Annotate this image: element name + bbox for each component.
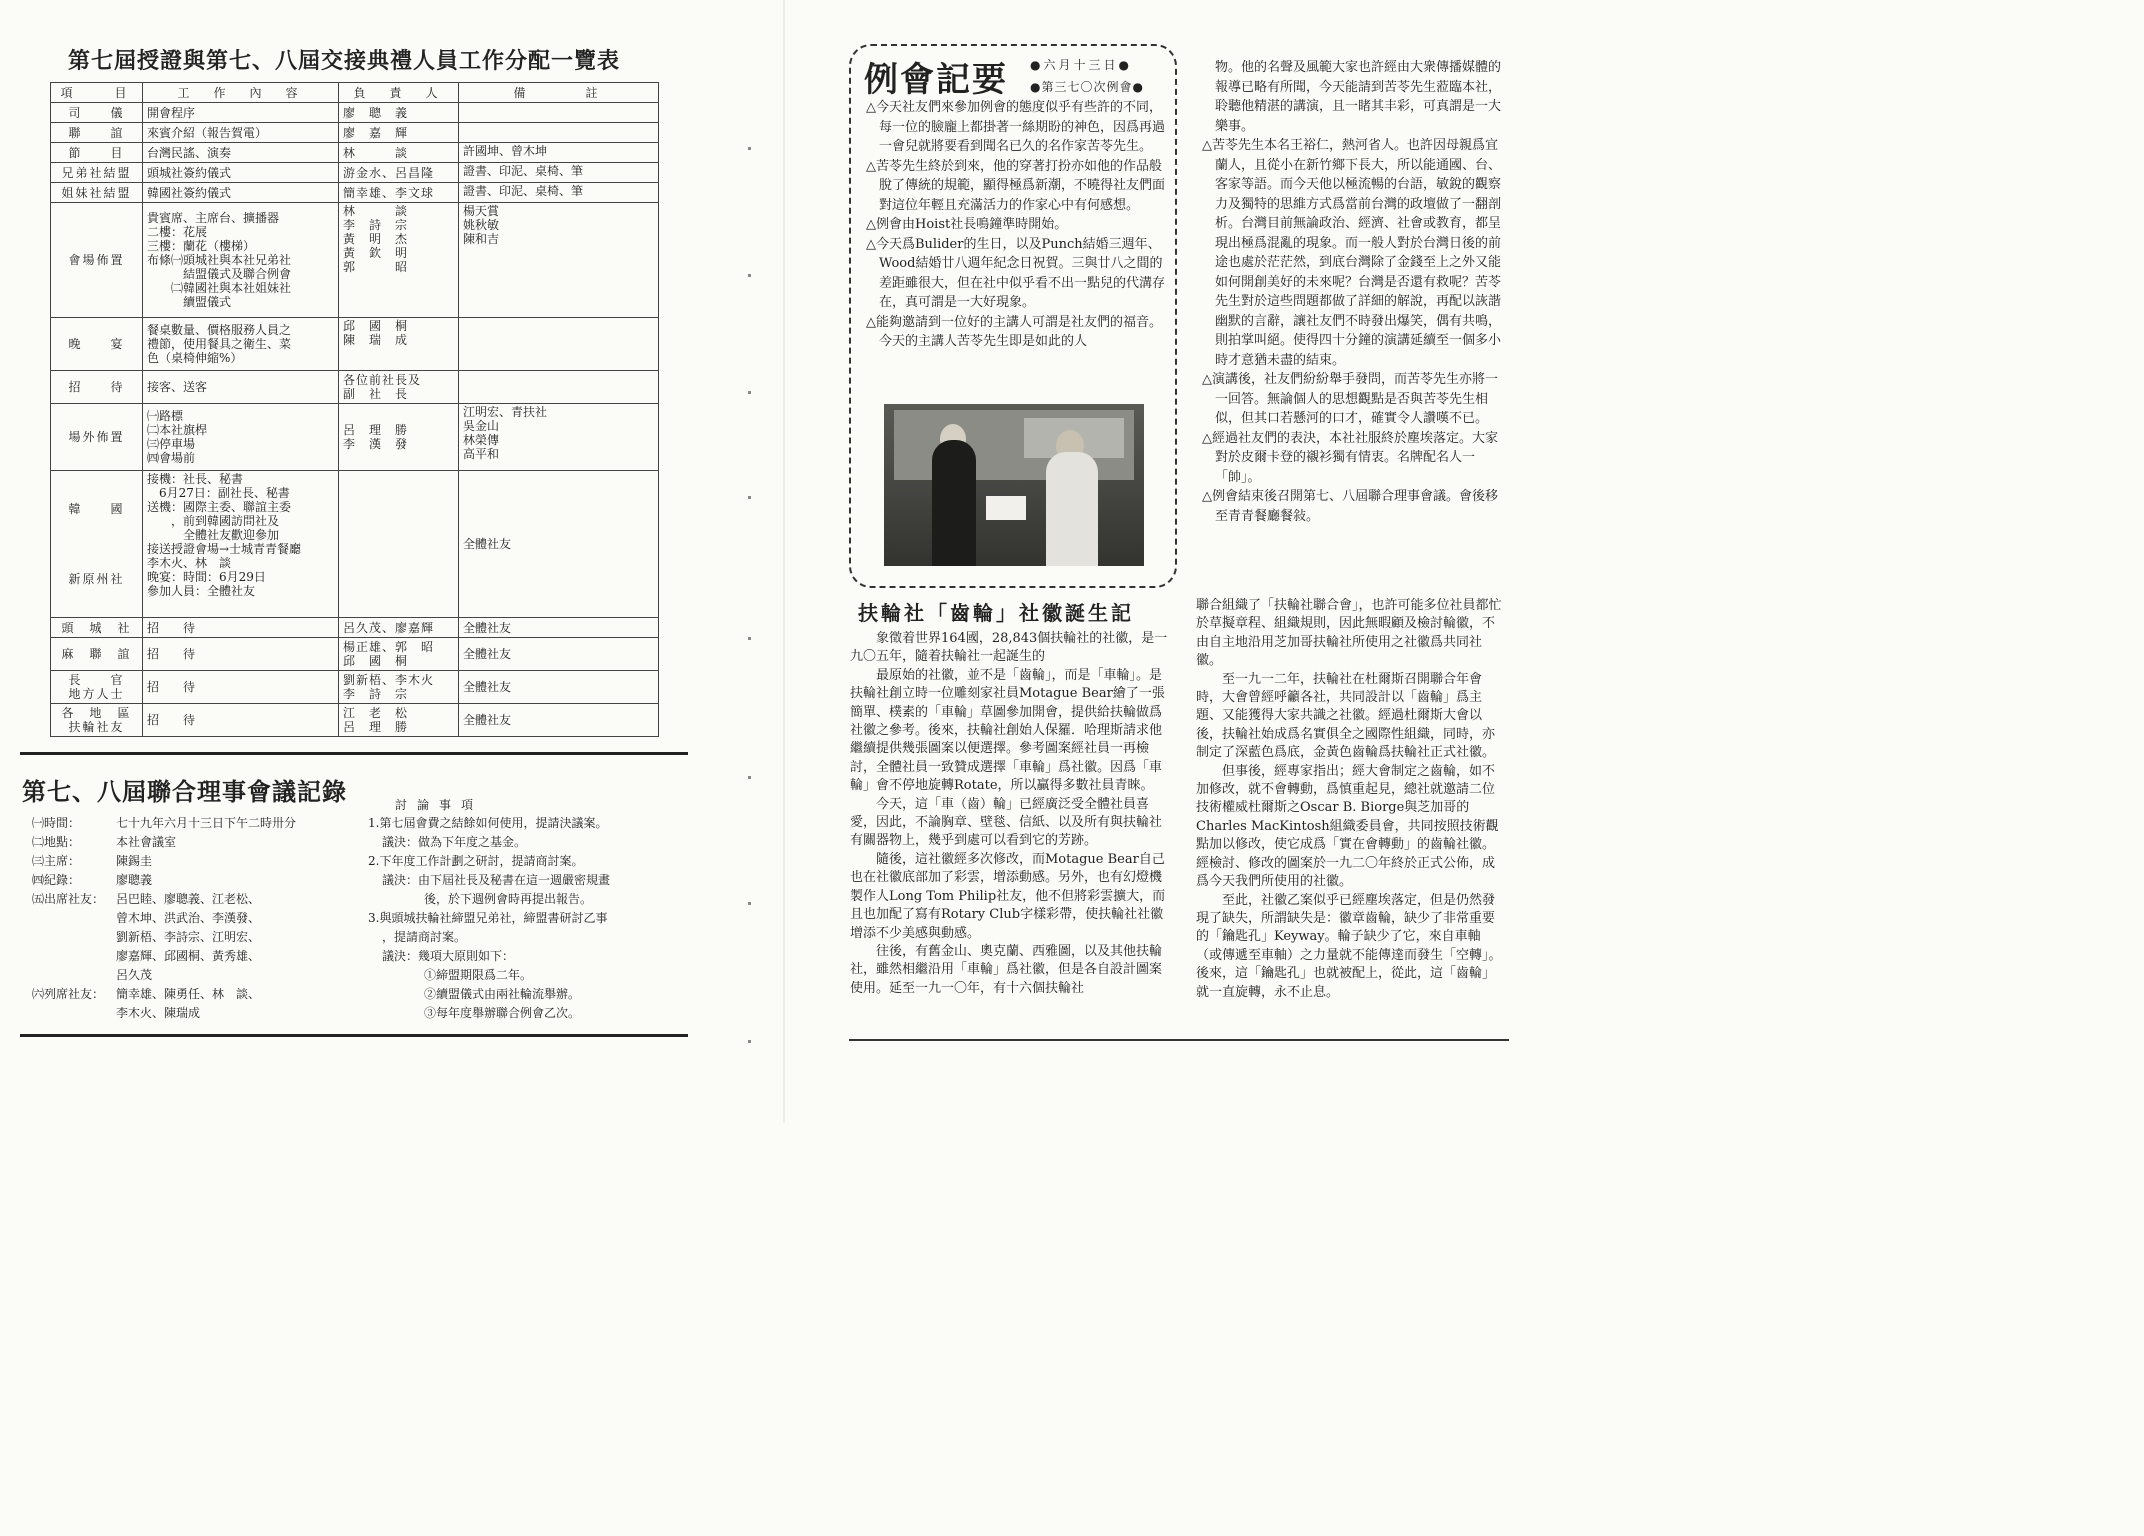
- row-owner: 林 談: [339, 143, 459, 163]
- row-item: 長 官 地方人士: [51, 671, 143, 704]
- row-owner: 楊正雄、郭 昭 邱 國 桐: [339, 638, 459, 671]
- binding-hole: [748, 496, 751, 499]
- meeting-info-value: 本社會議室: [116, 835, 177, 849]
- notes-paragraph: △演講後，社友們紛紛舉手發問，而苦苓先生亦將一一回答。無論個人的思想觀點是否與苦苓先生相似，但其口若懸河的口才，確實令人讚嘆不已。: [1202, 372, 1498, 426]
- row-remark: 證書、印泥、桌椅、筆: [459, 183, 659, 203]
- row-remark: 江明宏、青扶社 吳金山 林榮傳 高平和: [459, 404, 659, 471]
- row-content: ㈠路標 ㈡本社旗桿 ㈢停車場 ㈣會場前: [143, 404, 339, 471]
- article-paragraph: 至此，社徽乙案似乎已經塵埃落定，但是仍然發現了缺失，所謂缺失是：徽章齒輪，缺少了非常重要的「鑰匙孔」Keyway。輪子缺少了它，來自車軸（或傳遞至車軸）之力量就不能傳達而發生「空轉」。後來，這「鑰匙孔」也就被配上，從此，這「齒輪」就一直旋轉，永不止息。: [1196, 892, 1502, 1000]
- row-item: 司 儀: [51, 103, 143, 123]
- binding-hole: [748, 637, 751, 640]
- article-paragraph: 至一九一二年，扶輪社在杜爾斯召開聯合年會時，大會曾經呼籲各社，共同設計以「齒輪」爲主題、又能獲得大家共識之社徽。經過杜爾斯大會以後，扶輪社始成爲名實俱全之國際性組織，同時，亦制定了深藍色爲底，金黃色齒輪爲扶輪社正式社徽。: [1196, 671, 1496, 761]
- article-paragraph: 象徵着世界164國，28,843個扶輪社的社徽，是一九〇五年，隨着扶輪社一起誕生的: [850, 631, 1168, 665]
- row-content: 招 待: [143, 671, 339, 704]
- article-column-1: [850, 630, 1172, 998]
- header-owner: 負 責 人: [339, 83, 459, 103]
- row-owner: 廖 聰 義: [339, 103, 459, 123]
- article-bottom-rule: [849, 1039, 1509, 1041]
- row-remark: 楊天賞 姚秋敏 陳和吉: [459, 203, 659, 318]
- row-item: 聯 誼: [51, 123, 143, 143]
- row-owner: 游金水、呂昌隆: [339, 163, 459, 183]
- binding-hole: [748, 147, 751, 150]
- minutes-title: 第七、八屆聯合理事會議記錄: [22, 777, 347, 806]
- notes-paragraph: △苦苓先生本名王裕仁，熱河省人。也許因母親爲宜蘭人，且從小在新竹鄉下長大，所以能通國、台、客家等語。而今天他以極流暢的台語，敏銳的觀察力及獨特的思維方式爲當前台灣的政壇做了一翻剖析。台灣目前無論政治、經濟、社會或教育，都呈現出極爲混亂的現象。而一般人對於台灣日後的前途也處於茫茫然，到底台灣除了金錢至上之外又能如何開創美好的未來呢？台灣是否還有救呢？苦苓先生對於這些問題都做了詳細的解說，再配以詼諧幽默的言辭，讓社友們不時發出爆笑，偶有共鳴，則拍掌叫絕。使得四十分鐘的演講延續至一個多小時才意猶未盡的結束。: [1202, 138, 1502, 368]
- row-owner: 簡幸雄、李文球: [339, 183, 459, 203]
- meeting-notes-number: ●第三七〇次例會●: [1030, 80, 1144, 94]
- meeting-notes-date: ●六月十三日●: [1030, 58, 1132, 72]
- meeting-info-value: 廖聰義: [116, 873, 153, 887]
- discussion-point: ③每年度舉辦聯合例會乙次。: [424, 1006, 581, 1020]
- row-content: 招 待: [143, 618, 339, 638]
- discussion-item: 1.第七屆會費之結餘如何使用，提請決議案。: [368, 816, 608, 830]
- header-content: 工 作 內 容: [143, 83, 339, 103]
- binding-hole: [748, 902, 751, 905]
- row-content: 韓國社簽約儀式: [143, 183, 339, 203]
- row-owner: 呂久茂、廖嘉輝: [339, 618, 459, 638]
- article-title: 扶輪社「齒輪」社徽誕生記: [858, 601, 1134, 625]
- row-content: 台灣民謠、演奏: [143, 143, 339, 163]
- photo-gift: [986, 496, 1026, 520]
- row-remark: 全體社友: [459, 638, 659, 671]
- row-content: 接機：社長、秘書 6月27日：副社長、秘書 送機：國際主委、聯誼主委 ，前到韓國訪問社及 全體社友歡迎參加 接送授證會場→士城青青餐廳 李木火、林 談 晚宴：時間：6月29日 參加人員：全體社友: [143, 471, 339, 618]
- row-content: 餐桌數量、價格服務人員之 禮節，使用餐具之衛生、菜 色（桌椅伸縮%）: [143, 318, 339, 371]
- header-item: 項 目: [51, 83, 143, 103]
- row-content: 開會程序: [143, 103, 339, 123]
- row-remark: 全體社友: [459, 471, 659, 618]
- article-paragraph: 往後，有舊金山、奧克蘭、西雅圖，以及其他扶輪社，雖然相繼沿用「車輪」爲社徽，但是各自設計圖案使用。延至一九一〇年，有十六個扶輪社: [850, 943, 1163, 996]
- row-remark: 全體社友: [459, 704, 659, 737]
- row-owner: 各位前社長及 副 社 長: [339, 371, 459, 404]
- row-content: 貴賓席、主席台、擴播器 二樓：花展 三樓：蘭花（樓梯） 布條㈠頭城社與本社兄弟社 結盟儀式及聯合例會 ㈡韓國社與本社姐妹社 續盟儀式: [143, 203, 339, 318]
- article-paragraph: 聯合組織了「扶輪社聯合會」，也許可能多位社員都忙於草擬章程、組織規則，因此無暇顧及檢討輪徽，不由自主地沿用芝加哥扶輪社所使用之社徽爲共同社徽。: [1196, 598, 1502, 669]
- row-remark: 全體社友: [459, 671, 659, 704]
- row-item: 招 待: [51, 371, 143, 404]
- meeting-info-label: ㈠時間：: [32, 816, 81, 830]
- row-item: 節 目: [51, 143, 143, 163]
- discussion-item-cont: ，提請商討案。: [382, 930, 467, 944]
- meeting-notes-column-2: [1202, 58, 1502, 526]
- speaker-photo: [884, 404, 1144, 566]
- meeting-notes-title: 例會記要: [864, 60, 1008, 100]
- discussion-point: ①締盟期限爲二年。: [424, 968, 533, 982]
- meeting-info-label: ㈡地點：: [32, 835, 81, 849]
- row-owner: 廖 嘉 輝: [339, 123, 459, 143]
- discussion-heading: 討論事項: [395, 798, 484, 812]
- row-remark: 許國坤、曾木坤: [459, 143, 659, 163]
- binding-hole: [748, 776, 751, 779]
- binding-hole: [748, 274, 751, 277]
- article-paragraph: 今天，這「車（齒）輪」已經廣泛受全體社員喜愛，因此，不論胸章、壁毯、信紙、以及所有與扶輪社有關器物上，幾乎到處可以看到它的芳跡。: [850, 796, 1163, 849]
- notes-paragraph: △今天爲Bulider的生日，以及Punch結婚三週年、Wood結婚廿八週年紀念日祝賀。三與廿八之間的差距雖很大，但在社中似乎看不出一點兒的代溝存在，真可謂是一大好現象。: [866, 236, 1166, 310]
- binding-hole: [748, 391, 751, 394]
- row-item: 會場佈置: [51, 203, 143, 318]
- row-item: 兄弟社結盟: [51, 163, 143, 183]
- discussion-item: 3.與頭城扶輪社締盟兄弟社，締盟書研討乙事: [368, 911, 608, 925]
- photo-person-president: [1046, 452, 1098, 566]
- discussion-resolution-cont: 後，於下週例會時再提出報告。: [424, 892, 593, 906]
- row-content: 來賓介紹（報告賀電）: [143, 123, 339, 143]
- discussion-item: 2.下年度工作計劃之研討，提請商討案。: [368, 854, 584, 868]
- row-remark: 全體社友: [459, 618, 659, 638]
- row-owner: 江 老 松 呂 理 勝: [339, 704, 459, 737]
- article-column-2: [1196, 597, 1506, 1002]
- discussion-point: ②續盟儀式由兩社輪流舉辦。: [424, 987, 581, 1001]
- article-paragraph: 但事後，經專家指出；經大會制定之齒輪，如不加修改，就不會轉動，爲慎重起見，總社就邀請二位技術權威杜爾斯之Oscar B. Biorge與芝加哥的Charles MacKintosh組織委員會，共同按照技術觀點加以修改，使它成爲「實在會轉動」的齒輪社徽。經檢討、修改的圖案於一九二〇年終於正式公佈，成爲今天我們所使用的社徽。: [1196, 763, 1499, 890]
- header-remark: 備 註: [459, 83, 659, 103]
- notes-paragraph: △經過社友們的表決，本社社服終於塵埃落定。大家對於皮爾卡登的襯衫獨有情衷。名牌配名人一「帥」。: [1202, 430, 1498, 485]
- row-owner: 邱 國 桐 陳 瑞 成: [339, 318, 459, 371]
- row-owner: 林 談 李 詩 宗 黃 明 杰 黃 欽 明 郭 昭: [339, 203, 459, 318]
- meeting-info-value: 呂巴睦、廖聰義、江老松、 曾木坤、洪武治、李漢發、 劉新梧、李詩宗、江明宏、 廖嘉輝、邱國桐、黃秀雄、 呂久茂: [116, 892, 261, 982]
- row-item: 韓 國 新原州社: [51, 471, 143, 618]
- meeting-info-value: 陳錫圭: [116, 854, 153, 868]
- notes-paragraph: △苦苓先生終於到來，他的穿著打扮亦如他的作品般脫了傳統的規範，顯得極爲新潮，不曉得社友們面對這位年輕且充滿活力的作家心中有何感想。: [866, 158, 1166, 213]
- row-content: 頭城社簽約儀式: [143, 163, 339, 183]
- article-paragraph: 隨後，這社徽經多次修改，而Motague Bear自己也在社徽底部加了彩雲，增添動感。另外，也有幻燈機製作人Long Tom Philip社友，他不但將彩雲擴大，而且也加配了寫有Rotary Club字樣彩帶，使扶輪社社徽增添不少美感與動感。: [850, 851, 1166, 941]
- discussion-resolution: 議決：幾項大原則如下：: [382, 949, 515, 963]
- meeting-info-label: ㈢主席：: [32, 854, 81, 868]
- row-item: 場外佈置: [51, 404, 143, 471]
- notes-paragraph: △今天社友們來參加例會的態度似乎有些許的不同，每一位的臉龐上都掛著一絲期盼的神色，因爲再過一會兒就將要看到聞名已久的名作家苦苓先生。: [866, 100, 1166, 154]
- binding-hole: [748, 1040, 751, 1043]
- row-content: 招 待: [143, 638, 339, 671]
- notes-paragraph: △例會結束後召開第七、八屆聯合理事會議。會後移至青青餐廳餐敍。: [1202, 489, 1498, 524]
- meeting-info-value: 七十九年六月十三日下午二時卅分: [116, 816, 297, 830]
- row-content: 招 待: [143, 704, 339, 737]
- photo-person-speaker: [932, 440, 976, 566]
- row-content: 接客、送客: [143, 371, 339, 404]
- row-item: 姐妹社結盟: [51, 183, 143, 203]
- meeting-info-value: 簡幸雄、陳勇任、林 談、 李木火、陳瑞成: [116, 987, 261, 1020]
- meeting-info-label: ㈣紀錄：: [32, 873, 81, 887]
- discussion-resolution: 議決：由下屆社長及秘書在這一週嚴密規畫: [382, 873, 611, 887]
- row-item: 晚 宴: [51, 318, 143, 371]
- staff-table-title: 第七屆授證與第七、八屆交接典禮人員工作分配一覽表: [68, 48, 621, 74]
- row-owner: 劉新梧、李木火 李 詩 宗: [339, 671, 459, 704]
- discussion-resolution: 議決：做為下年度之基金。: [382, 835, 527, 849]
- meeting-info-label: ㈤出席社友：: [32, 892, 105, 906]
- article-paragraph: 最原始的社徽，並不是「齒輪」，而是「車輪」。是扶輪社創立時一位雕刻家社員Motague Bear繪了一張簡單、樸素的「車輪」草圖參加開會，提供給扶輪做爲社徽之參考。後來，扶輪社創始人保羅．哈理斯請求他繼續提供幾張圖案以便選擇。參考圖案經社員一再檢討，全體社員一致贊成選擇「車輪」爲社徽。因爲「車輪」會不停地旋轉Rotate，所以贏得多數社員青睞。: [850, 667, 1165, 794]
- row-item: 麻 聯 誼: [51, 638, 143, 671]
- meeting-info-label: ㈥列席社友：: [32, 987, 105, 1001]
- notes-paragraph: △例會由Hoist社長鳴鐘準時開始。: [866, 217, 1068, 232]
- row-owner: 呂 理 勝 李 漢 發: [339, 404, 459, 471]
- meeting-notes-column-1: [866, 98, 1166, 352]
- row-item: 各 地 區 扶輪社友: [51, 704, 143, 737]
- notes-paragraph: 物。他的名聲及風範大家也許經由大衆傳播媒體的報導已略有所聞，今天能請到苦苓先生蒞臨本社，聆聽他精湛的講演，且一睹其丰彩，可真謂是一大樂事。: [1215, 60, 1502, 134]
- row-remark: 證書、印泥、桌椅、筆: [459, 163, 659, 183]
- notes-paragraph: △能夠邀請到一位好的主講人可謂是社友們的福音。今天的主講人苦苓先生即是如此的人: [866, 314, 1162, 349]
- row-item: 頭 城 社: [51, 618, 143, 638]
